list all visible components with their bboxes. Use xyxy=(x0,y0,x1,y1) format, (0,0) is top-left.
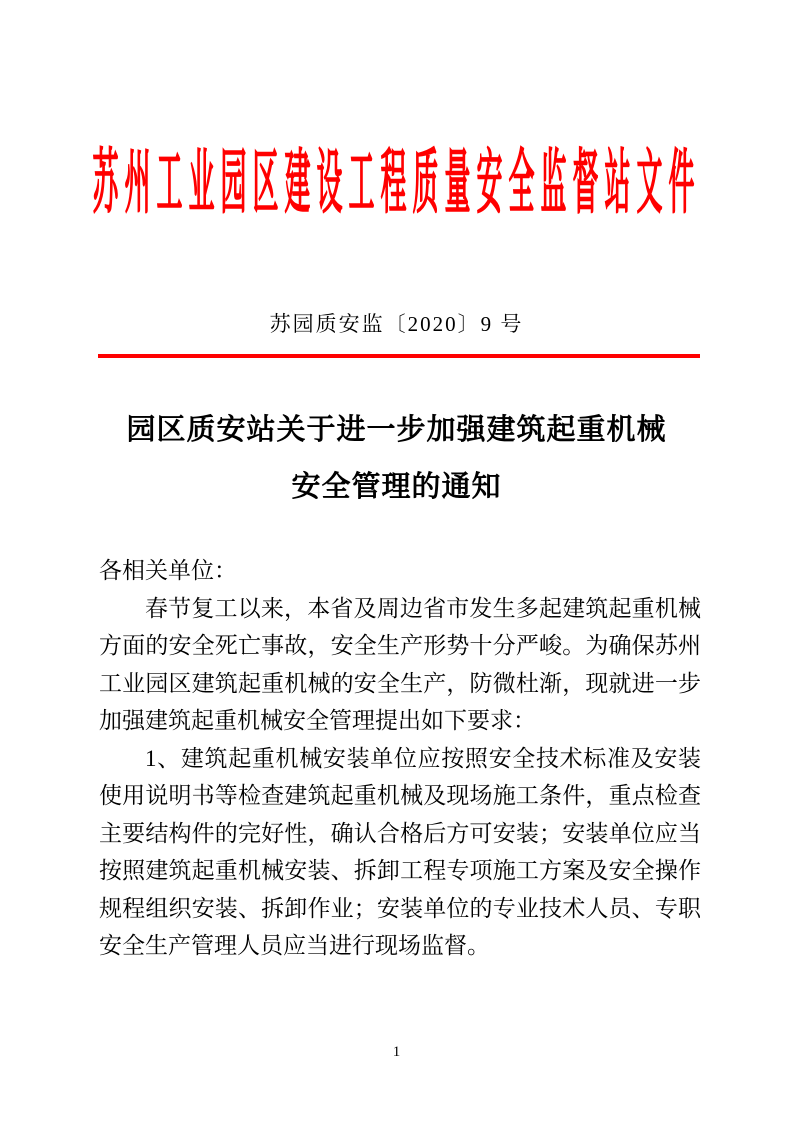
document-number: 苏园质安监〔2020〕9 号 xyxy=(269,312,524,336)
notice-title-line-1: 园区质安站关于进一步加强建筑起重机械 xyxy=(126,414,667,446)
notice-title xyxy=(0,402,793,516)
page-number: 1 xyxy=(392,1044,401,1060)
body-paragraph-item-1: 1、建筑起重机械安装单位应按照安全技术标准及安装使用说明书等检查建筑起重机械及现场施工条件，重点检查主要结构件的完好性，确认合格后方可安装；安装单位应当按照建筑起重机械安装、拆卸工程专项施工方案及安全操作规程组织安装、拆卸作业；安装单位的专业技术人员、专职安全生产管理人员应当进行现场监督。 xyxy=(99,745,701,958)
red-divider-line xyxy=(98,354,700,358)
body-paragraph-intro: 春节复工以来，本省及周边省市发生多起建筑起重机械方面的安全死亡事故，安全生产形势十分严峻。为确保苏州工业园区建筑起重机械的安全生产，防微杜渐，现就进一步加强建筑起重机械安全管理提出如下要求： xyxy=(99,595,701,733)
red-letterhead-title: 苏州工业园区建设工程质量安全监督站文件 xyxy=(92,144,701,223)
notice-title-line-2: 安全管理的通知 xyxy=(291,471,502,503)
salutation: 各相关单位： xyxy=(99,558,237,583)
document-body xyxy=(99,552,701,965)
